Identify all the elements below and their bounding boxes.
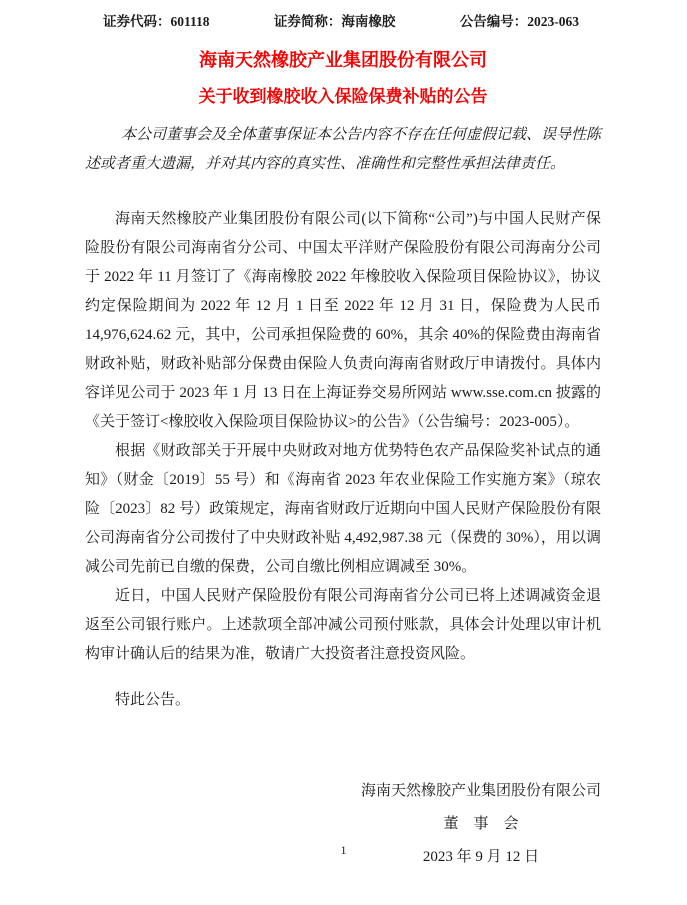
- company-title: 海南天然橡胶产业集团股份有限公司: [199, 50, 487, 70]
- announcement-subtitle: 关于收到橡胶收入保险保费补贴的公告: [198, 87, 488, 106]
- signature-board: 董 事 会: [443, 816, 519, 832]
- document-header: [85, 13, 601, 31]
- board-disclaimer: 本公司董事会及全体董事保证本公告内容不存在任何虚假记载、误导性陈述或者重大遗漏，并对其内容的真实性、准确性和完整性承担法律责任。: [85, 127, 602, 172]
- signature-block: [85, 775, 601, 874]
- body-paragraph-central-subsidy: 根据《财政部关于开展中央财政对地方优势特色农产品保险奖补试点的通知》（财金〔2019〕55 号）和《海南省 2023 年农业保险工作实施方案》（琼农险〔2023〕82 号）政策规定，海南省财政厅近期向中国人民财产保险股份有限公司海南省分公司拨付了中央财政补贴 4,492,987.38 元（保费的 30%），用以调减公司先前已自缴的保费，公司自缴比例相应调减至 30%。: [85, 443, 601, 575]
- page-number: 1: [340, 843, 347, 857]
- signature-date: 2023 年 9 月 12 日: [422, 849, 540, 865]
- body-paragraph-insurance-agreement: 海南天然橡胶产业集团股份有限公司(以下简称“公司”)与中国人民财产保险股份有限公司海南省分公司、中国太平洋财产保险股份有限公司海南分公司于 2022 年 11 月签订了《海南橡胶 2022 年橡胶收入保险项目保险协议》，协议约定保险期间为 2022 年 12 月 1 日至 2022 年 12 月 31 日，保险费为人民币 14,976,624.62 元，其中，公司承担保险费的 60%，其余 40%的保险费由海南省财政补贴，财政补贴部分保费由保险人负责向海南省财政厅申请拨付。具体内容详见公司于 2023 年 1 月 13 日在上海证券交易所网站 www.sse.com.cn 披露的《关于签订<橡胶收入保险项目保险协议>的公告》（公告编号：2023-005）。: [85, 211, 601, 430]
- announcement-number: 公告编号：2023-063: [459, 14, 579, 29]
- stock-short-name: 证券简称：海南橡胶: [273, 14, 396, 29]
- stock-code: 证券代码：601118: [103, 14, 210, 29]
- body-paragraph-refund: 近日，中国人民财产保险股份有限公司海南省分公司已将上述调减资金退返至公司银行账户。上述款项全部冲减公司预付账款，具体会计处理以审计机构审计确认后的结果为准，敬请广大投资者注意投资风险。: [85, 588, 601, 662]
- closing-statement: 特此公告。: [115, 692, 191, 708]
- signature-company: 海南天然橡胶产业集团股份有限公司: [360, 783, 601, 799]
